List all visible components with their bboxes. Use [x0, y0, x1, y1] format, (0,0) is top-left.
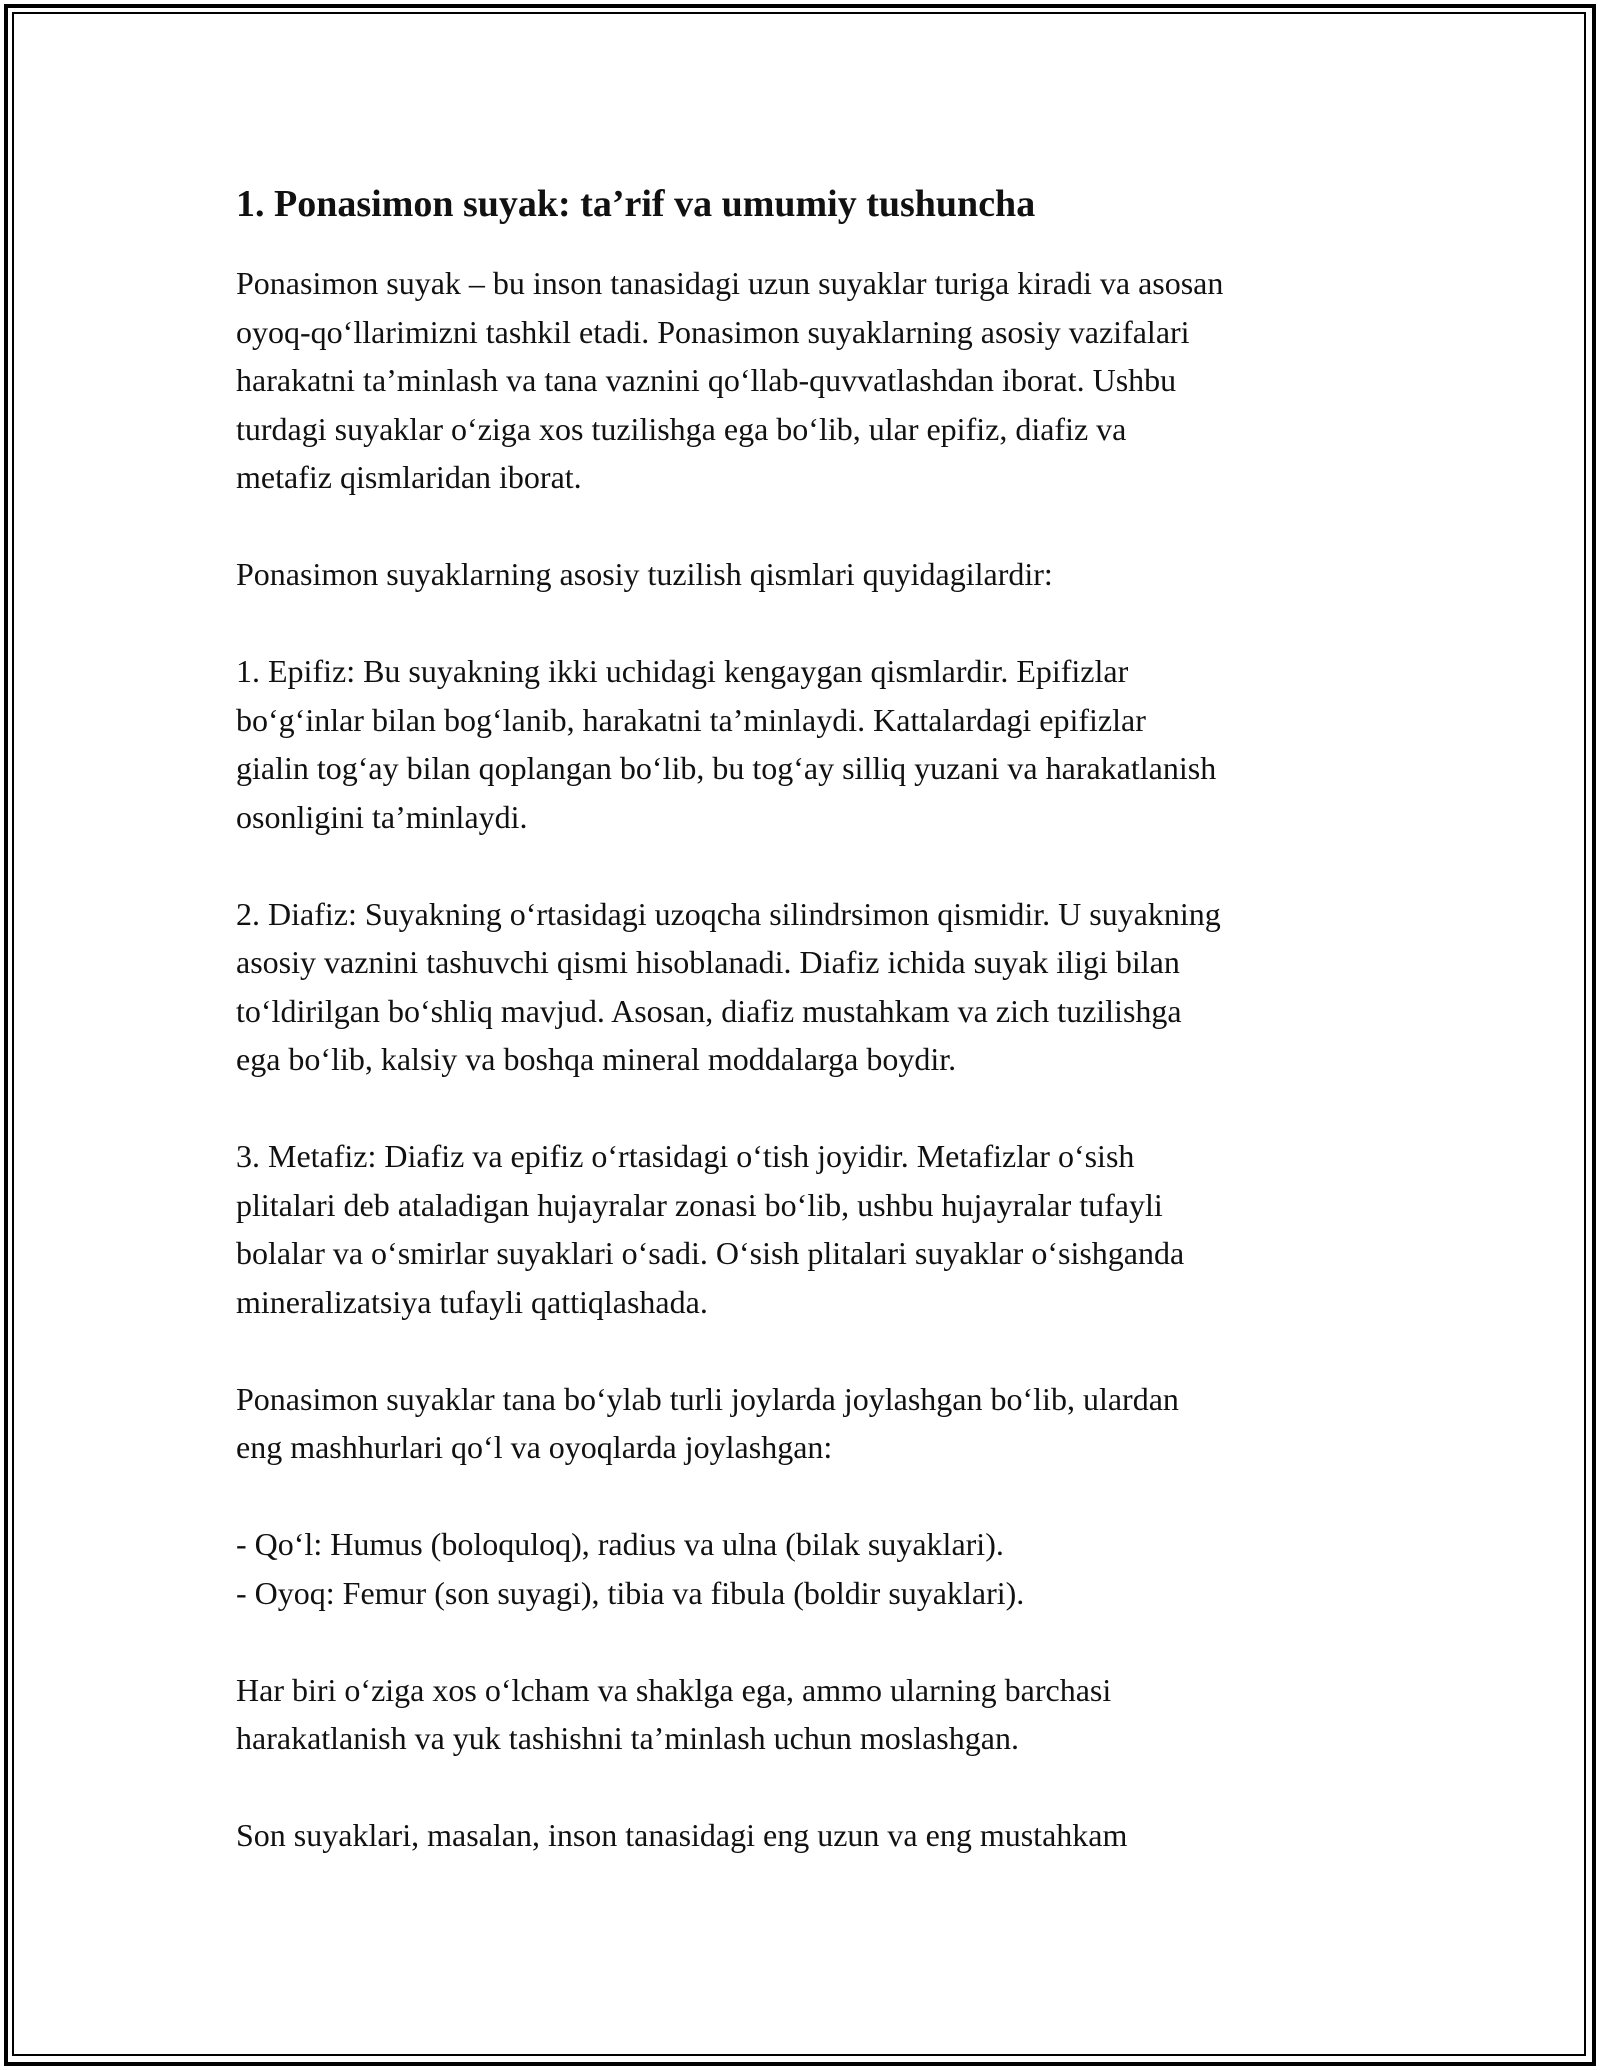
paragraph-locations — [236, 1375, 1376, 1472]
text-line: Ponasimon suyaklarning asosiy tuzilish qismlari quyidagilardir: — [236, 556, 1053, 593]
list-item: - Qo‘l: Humus (boloquloq), radius va ulna (bilak suyaklari). — [236, 1526, 1004, 1563]
text-line: eng mashhurlari qo‘l va oyoqlarda joylashgan: — [236, 1429, 833, 1466]
text-line: mineralizatsiya tufayli qattiqlashada. — [236, 1283, 708, 1320]
text-line: plitalari deb ataladigan hujayralar zonasi bo‘lib, ushbu hujayralar tufayli — [236, 1186, 1163, 1223]
paragraph-metafiz — [236, 1132, 1376, 1326]
text-line: Son suyaklari, masalan, inson tanasidagi eng uzun va eng mustahkam — [236, 1817, 1128, 1854]
text-line: osonligini ta’minlaydi. — [236, 798, 528, 835]
paragraph-list — [236, 1520, 1376, 1617]
text-line: metafiz qismlaridan iborat. — [236, 459, 582, 496]
text-line: harakatlanish va yuk tashishni ta’minlash uchun moslashgan. — [236, 1720, 1019, 1757]
text-line: bo‘g‘inlar bilan bog‘lanib, harakatni ta’minlaydi. Kattalardagi epifizlar — [236, 701, 1146, 738]
paragraph-epifiz — [236, 647, 1376, 841]
text-line: 2. Diafiz: Suyakning o‘rtasidagi uzoqcha silindrsimon qismidir. U suyakning — [236, 895, 1221, 932]
text-line: 3. Metafiz: Diafiz va epifiz o‘rtasidagi o‘tish joyidir. Metafizlar o‘sish — [236, 1138, 1135, 1175]
text-line: 1. Epifiz: Bu suyakning ikki uchidagi kengaygan qismlardir. Epifizlar — [236, 653, 1129, 690]
paragraph-adaptation — [236, 1666, 1376, 1763]
paragraph-femur — [236, 1811, 1376, 1860]
list-item: - Oyoq: Femur (son suyagi), tibia va fibula (boldir suyaklari). — [236, 1574, 1025, 1611]
text-line: ega bo‘lib, kalsiy va boshqa mineral moddalarga boydir. — [236, 1041, 957, 1078]
document-body — [236, 180, 1376, 1860]
paragraph-intro — [236, 259, 1376, 502]
text-line: Har biri o‘ziga xos o‘lcham va shaklga ega, ammo ularning barchasi — [236, 1671, 1112, 1708]
text-line: turdagi suyaklar o‘ziga xos tuzilishga ega bo‘lib, ular epifiz, diafiz va — [236, 410, 1127, 447]
text-line: to‘ldirilgan bo‘shliq mavjud. Asosan, diafiz mustahkam va zich tuzilishga — [236, 992, 1182, 1029]
section-heading: 1. Ponasimon suyak: ta’rif va umumiy tushuncha — [236, 183, 1036, 225]
paragraph-structure-intro — [236, 550, 1376, 599]
text-line: Ponasimon suyak – bu inson tanasidagi uzun suyaklar turiga kiradi va asosan — [236, 265, 1224, 302]
text-line: bolalar va o‘smirlar suyaklari o‘sadi. O‘sish plitalari suyaklar o‘sishganda — [236, 1235, 1185, 1272]
paragraph-diafiz — [236, 890, 1376, 1084]
text-line: Ponasimon suyaklar tana bo‘ylab turli joylarda joylashgan bo‘lib, ulardan — [236, 1380, 1179, 1417]
text-line: oyoq-qo‘llarimizni tashkil etadi. Ponasimon suyaklarning asosiy vazifalari — [236, 313, 1190, 350]
text-line: harakatni ta’minlash va tana vaznini qo‘llab-quvvatlashdan iborat. Ushbu — [236, 362, 1177, 399]
text-line: gialin tog‘ay bilan qoplangan bo‘lib, bu tog‘ay silliq yuzani va harakatlanish — [236, 750, 1217, 787]
text-line: asosiy vaznini tashuvchi qismi hisoblanadi. Diafiz ichida suyak iligi bilan — [236, 944, 1180, 981]
